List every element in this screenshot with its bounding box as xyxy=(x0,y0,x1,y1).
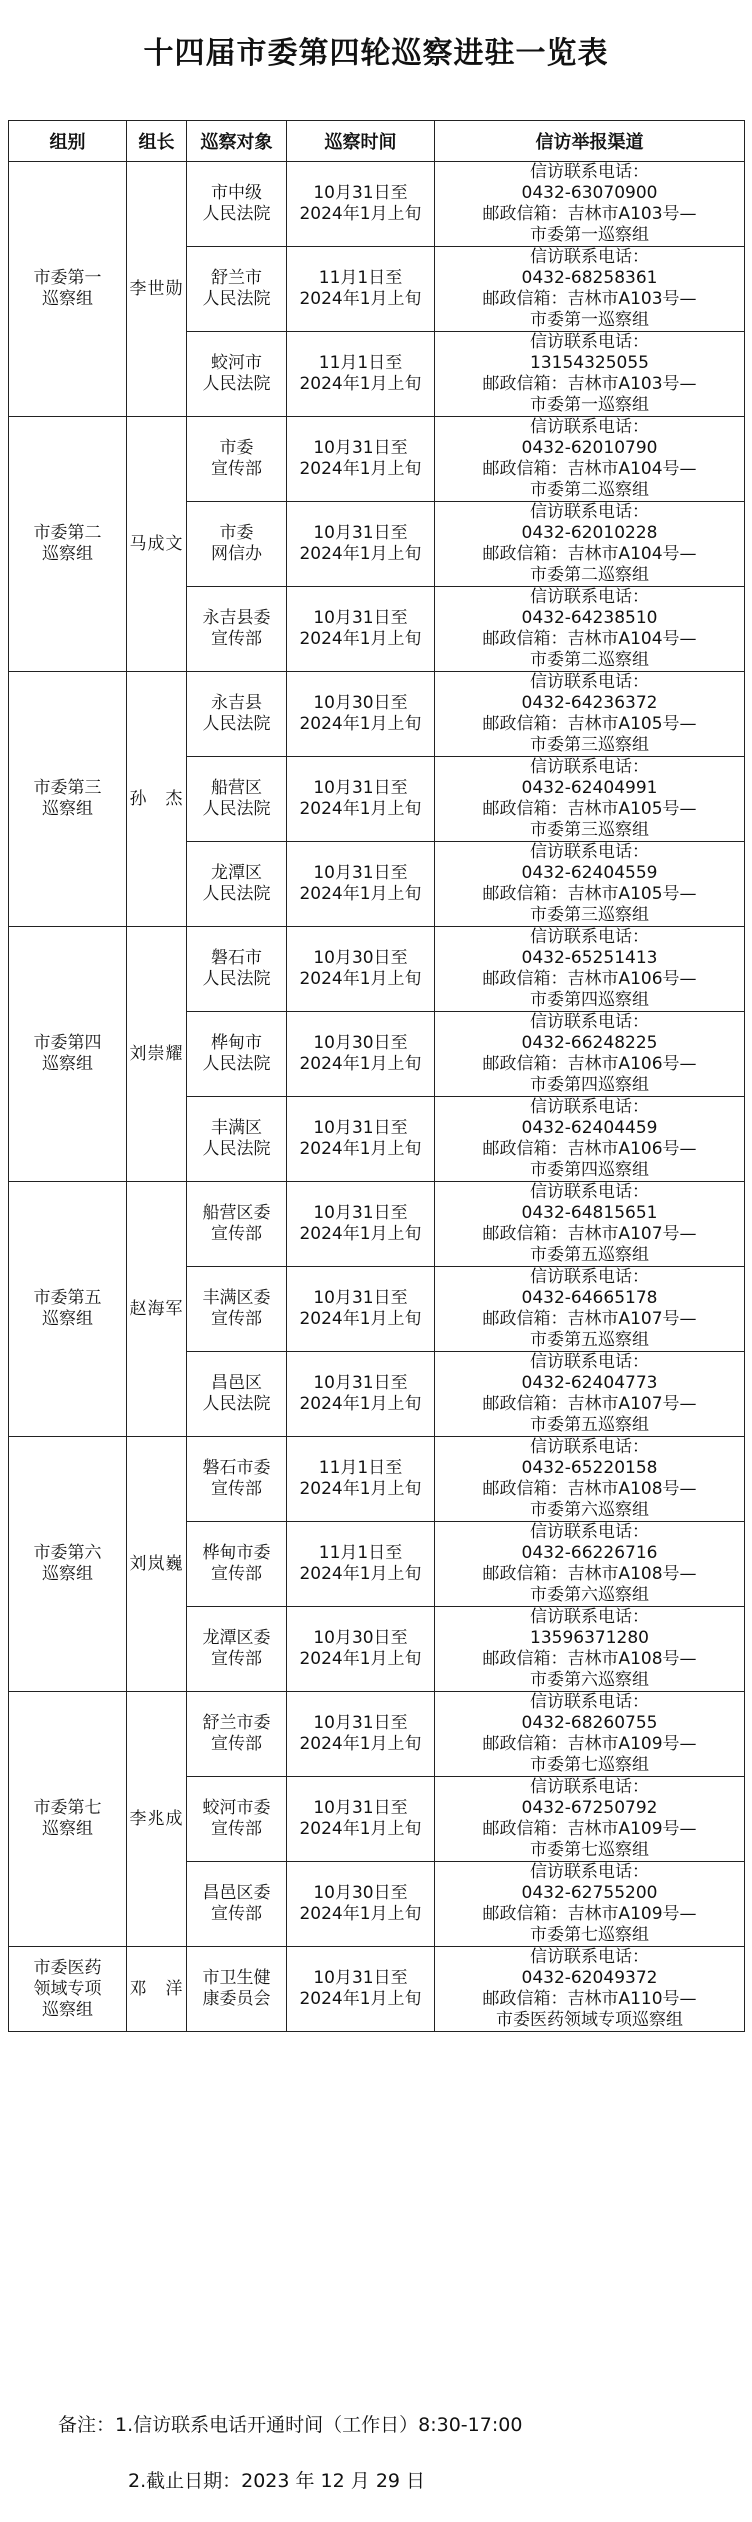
inspection-time-cell: 10月30日至 2024年1月上旬 xyxy=(287,927,435,1012)
inspection-time-cell: 10月31日至 2024年1月上旬 xyxy=(287,1352,435,1437)
inspection-target-cell: 昌邑区 人民法院 xyxy=(187,1352,287,1437)
inspection-time-cell: 10月31日至 2024年1月上旬 xyxy=(287,1777,435,1862)
report-channel-cell: 信访联系电话： 13154325055 邮政信箱：吉林市A103号— 市委第一巡察组 xyxy=(435,332,745,417)
inspection-target-cell: 磐石市 人民法院 xyxy=(187,927,287,1012)
inspection-target-cell: 丰满区委 宣传部 xyxy=(187,1267,287,1352)
report-channel-cell: 信访联系电话： 0432-62404773 邮政信箱：吉林市A107号— 市委第五巡察组 xyxy=(435,1352,745,1437)
inspection-target-cell: 桦甸市 人民法院 xyxy=(187,1012,287,1097)
report-channel-cell: 信访联系电话： 0432-64238510 邮政信箱：吉林市A104号— 市委第二巡察组 xyxy=(435,587,745,672)
group-name-cell: 市委第四 巡察组 xyxy=(9,927,127,1182)
table-header-row xyxy=(9,121,745,162)
inspection-target-cell: 永吉县 人民法院 xyxy=(187,672,287,757)
inspection-target-cell: 舒兰市 人民法院 xyxy=(187,247,287,332)
table-row xyxy=(9,927,745,1012)
inspection-target-cell: 昌邑区委 宣传部 xyxy=(187,1862,287,1947)
report-channel-cell: 信访联系电话： 0432-62049372 邮政信箱：吉林市A110号— 市委医药领域专项巡察组 xyxy=(435,1947,745,2032)
inspection-time-cell: 10月31日至 2024年1月上旬 xyxy=(287,1692,435,1777)
inspection-time-cell: 11月1日至 2024年1月上旬 xyxy=(287,332,435,417)
inspection-time-cell: 10月30日至 2024年1月上旬 xyxy=(287,1862,435,1947)
inspection-target-cell: 龙潭区委 宣传部 xyxy=(187,1607,287,1692)
inspection-time-cell: 10月31日至 2024年1月上旬 xyxy=(287,1182,435,1267)
inspection-time-cell: 10月31日至 2024年1月上旬 xyxy=(287,502,435,587)
report-channel-cell: 信访联系电话： 0432-62404991 邮政信箱：吉林市A105号— 市委第三巡察组 xyxy=(435,757,745,842)
group-leader-cell: 李兆成 xyxy=(127,1692,187,1947)
report-channel-cell: 信访联系电话： 0432-62404459 邮政信箱：吉林市A106号— 市委第四巡察组 xyxy=(435,1097,745,1182)
group-leader-cell: 邓 洋 xyxy=(127,1947,187,2032)
inspection-time-cell: 11月1日至 2024年1月上旬 xyxy=(287,1522,435,1607)
inspection-target-cell: 永吉县委 宣传部 xyxy=(187,587,287,672)
report-channel-cell: 信访联系电话： 0432-67250792 邮政信箱：吉林市A109号— 市委第七巡察组 xyxy=(435,1777,745,1862)
inspection-target-cell: 丰满区 人民法院 xyxy=(187,1097,287,1182)
table-row xyxy=(9,1947,745,2032)
inspection-target-cell: 磐石市委 宣传部 xyxy=(187,1437,287,1522)
group-name-cell: 市委第五 巡察组 xyxy=(9,1182,127,1437)
report-channel-cell: 信访联系电话： 0432-65251413 邮政信箱：吉林市A106号— 市委第四巡察组 xyxy=(435,927,745,1012)
inspection-time-cell: 10月30日至 2024年1月上旬 xyxy=(287,1012,435,1097)
header-leader: 组长 xyxy=(127,121,187,162)
note-hours: 备注：1.信访联系电话开通时间（工作日）8:30-17:00 xyxy=(58,2414,523,2436)
table-row xyxy=(9,417,745,502)
header-channel: 信访举报渠道 xyxy=(435,121,745,162)
group-name-cell: 市委第二 巡察组 xyxy=(9,417,127,672)
report-channel-cell: 信访联系电话： 0432-66248225 邮政信箱：吉林市A106号— 市委第四巡察组 xyxy=(435,1012,745,1097)
group-name-cell: 市委医药 领域专项 巡察组 xyxy=(9,1947,127,2032)
report-channel-cell: 信访联系电话： 0432-65220158 邮政信箱：吉林市A108号— 市委第六巡察组 xyxy=(435,1437,745,1522)
report-channel-cell: 信访联系电话： 0432-66226716 邮政信箱：吉林市A108号— 市委第六巡察组 xyxy=(435,1522,745,1607)
inspection-target-cell: 船营区 人民法院 xyxy=(187,757,287,842)
inspection-target-cell: 蛟河市委 宣传部 xyxy=(187,1777,287,1862)
table-row xyxy=(9,1437,745,1522)
table-row xyxy=(9,162,745,247)
group-name-cell: 市委第三 巡察组 xyxy=(9,672,127,927)
group-leader-cell: 刘岚巍 xyxy=(127,1437,187,1692)
inspection-time-cell: 10月31日至 2024年1月上旬 xyxy=(287,1097,435,1182)
inspection-time-cell: 10月31日至 2024年1月上旬 xyxy=(287,162,435,247)
notes xyxy=(58,2410,522,2522)
page-title: 十四届市委第四轮巡察进驻一览表 xyxy=(143,36,609,71)
header-time: 巡察时间 xyxy=(287,121,435,162)
table-row xyxy=(9,1692,745,1777)
inspection-time-cell: 10月30日至 2024年1月上旬 xyxy=(287,1607,435,1692)
inspection-target-cell: 龙潭区 人民法院 xyxy=(187,842,287,927)
group-name-cell: 市委第七 巡察组 xyxy=(9,1692,127,1947)
inspection-time-cell: 10月31日至 2024年1月上旬 xyxy=(287,1947,435,2032)
report-channel-cell: 信访联系电话： 0432-62404559 邮政信箱：吉林市A105号— 市委第三巡察组 xyxy=(435,842,745,927)
report-channel-cell: 信访联系电话： 0432-68258361 邮政信箱：吉林市A103号— 市委第一巡察组 xyxy=(435,247,745,332)
inspection-target-cell: 蛟河市 人民法院 xyxy=(187,332,287,417)
group-leader-cell: 马成文 xyxy=(127,417,187,672)
report-channel-cell: 信访联系电话： 0432-64815651 邮政信箱：吉林市A107号— 市委第五巡察组 xyxy=(435,1182,745,1267)
report-channel-cell: 信访联系电话： 13596371280 邮政信箱：吉林市A108号— 市委第六巡察组 xyxy=(435,1607,745,1692)
inspection-target-cell: 桦甸市委 宣传部 xyxy=(187,1522,287,1607)
inspection-time-cell: 10月31日至 2024年1月上旬 xyxy=(287,757,435,842)
group-leader-cell: 孙 杰 xyxy=(127,672,187,927)
report-channel-cell: 信访联系电话： 0432-62755200 邮政信箱：吉林市A109号— 市委第七巡察组 xyxy=(435,1862,745,1947)
group-leader-cell: 刘崇耀 xyxy=(127,927,187,1182)
header-target: 巡察对象 xyxy=(187,121,287,162)
report-channel-cell: 信访联系电话： 0432-68260755 邮政信箱：吉林市A109号— 市委第七巡察组 xyxy=(435,1692,745,1777)
table-row xyxy=(9,1182,745,1267)
report-channel-cell: 信访联系电话： 0432-64665178 邮政信箱：吉林市A107号— 市委第五巡察组 xyxy=(435,1267,745,1352)
inspection-time-cell: 11月1日至 2024年1月上旬 xyxy=(287,247,435,332)
table-row xyxy=(9,672,745,757)
inspection-target-cell: 市卫生健 康委员会 xyxy=(187,1947,287,2032)
inspection-target-cell: 船营区委 宣传部 xyxy=(187,1182,287,1267)
group-name-cell: 市委第六 巡察组 xyxy=(9,1437,127,1692)
group-leader-cell: 李世勋 xyxy=(127,162,187,417)
inspection-target-cell: 市委 网信办 xyxy=(187,502,287,587)
inspection-target-cell: 市委 宣传部 xyxy=(187,417,287,502)
inspection-time-cell: 10月31日至 2024年1月上旬 xyxy=(287,417,435,502)
report-channel-cell: 信访联系电话： 0432-62010790 邮政信箱：吉林市A104号— 市委第二巡察组 xyxy=(435,417,745,502)
group-name-cell: 市委第一 巡察组 xyxy=(9,162,127,417)
inspection-target-cell: 市中级 人民法院 xyxy=(187,162,287,247)
group-leader-cell: 赵海军 xyxy=(127,1182,187,1437)
inspection-target-cell: 舒兰市委 宣传部 xyxy=(187,1692,287,1777)
note-deadline: 2.截止日期：2023 年 12 月 29 日 xyxy=(128,2470,426,2492)
inspection-table xyxy=(8,120,745,2032)
report-channel-cell: 信访联系电话： 0432-62010228 邮政信箱：吉林市A104号— 市委第二巡察组 xyxy=(435,502,745,587)
inspection-time-cell: 11月1日至 2024年1月上旬 xyxy=(287,1437,435,1522)
inspection-time-cell: 10月31日至 2024年1月上旬 xyxy=(287,1267,435,1352)
header-group: 组别 xyxy=(9,121,127,162)
inspection-time-cell: 10月31日至 2024年1月上旬 xyxy=(287,587,435,672)
inspection-time-cell: 10月31日至 2024年1月上旬 xyxy=(287,842,435,927)
report-channel-cell: 信访联系电话： 0432-64236372 邮政信箱：吉林市A105号— 市委第三巡察组 xyxy=(435,672,745,757)
inspection-time-cell: 10月30日至 2024年1月上旬 xyxy=(287,672,435,757)
report-channel-cell: 信访联系电话： 0432-63070900 邮政信箱：吉林市A103号— 市委第一巡察组 xyxy=(435,162,745,247)
